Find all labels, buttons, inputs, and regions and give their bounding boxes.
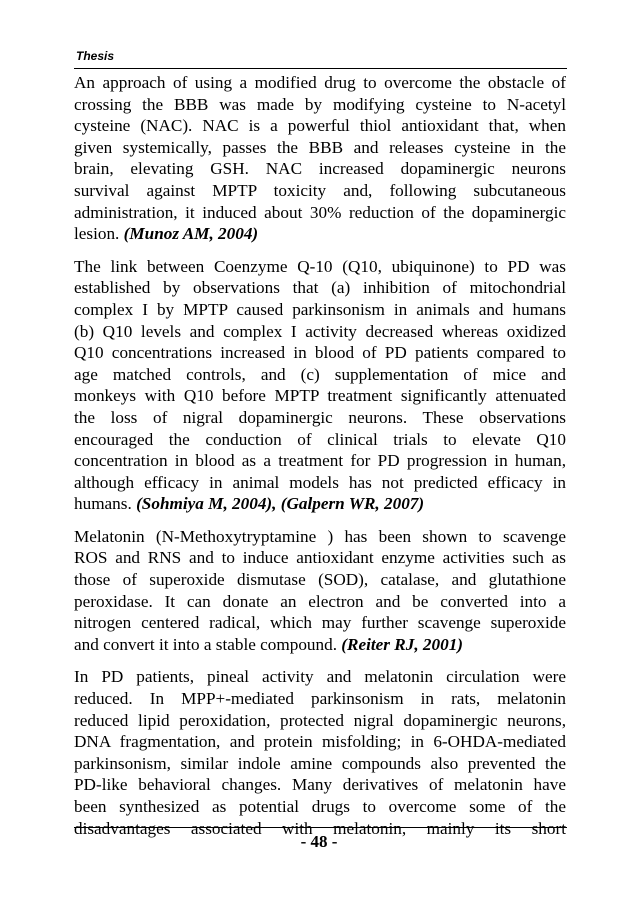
paragraph-coenzyme-q10 <box>74 256 566 515</box>
text-line <box>74 569 566 591</box>
text-line <box>74 688 566 710</box>
citation: (Munoz AM, 2004) <box>123 224 259 244</box>
line-text: those of superoxide dismutase (SOD), catalase, and glutathione <box>74 570 566 590</box>
text-line <box>74 180 566 202</box>
line-text: disadvantages associated with melatonin, mainly its short <box>74 818 566 838</box>
paragraph-melatonin <box>74 526 566 656</box>
line-text: The link between Coenzyme Q-10 (Q10, ubiquinone) to PD was <box>74 256 566 276</box>
line-text: peroxidase. It can donate an electron and be converted into a <box>74 591 566 611</box>
text-line <box>74 342 566 364</box>
line-text: An approach of using a modified drug to overcome the obstacle of <box>74 73 566 92</box>
line-text: administration, it induced about 30% reduction of the dopaminergic <box>74 202 566 222</box>
line-text: nitrogen centered radical, which may further scavenge superoxide <box>74 613 566 633</box>
text-line <box>74 796 566 818</box>
line-text: reduced. In MPP+-mediated parkinsonism in rats, melatonin <box>74 689 566 709</box>
line-text: lesion. <box>74 224 120 244</box>
text-line <box>74 731 566 753</box>
line-text: PD-like behavioral changes. Many derivatives of melatonin have <box>74 775 566 795</box>
page-number: - 48 - <box>300 832 338 851</box>
text-line <box>74 385 566 407</box>
text-line <box>74 137 566 159</box>
header-divider <box>74 68 567 69</box>
line-text: Melatonin (N-Methoxytryptamine ) has been shown to scavenge <box>74 526 566 546</box>
text-line <box>74 710 566 732</box>
line-text: brain, elevating GSH. NAC increased dopaminergic neurons <box>74 159 566 179</box>
text-line <box>74 493 566 515</box>
text-line <box>74 277 566 299</box>
text-line <box>74 202 566 224</box>
line-text: cysteine (NAC). NAC is a powerful thiol antioxidant that, when <box>74 116 566 136</box>
line-text: survival against MPTP toxicity and, following subcutaneous <box>74 180 566 200</box>
text-line <box>74 364 566 386</box>
line-text: established by observations that (a) inhibition of mitochondrial <box>74 278 566 298</box>
footer-divider <box>74 827 567 828</box>
body-text <box>74 72 566 850</box>
paragraph-pd-patients <box>74 666 566 839</box>
line-text: complex I by MPTP caused parkinsonism in animals and humans <box>74 299 566 319</box>
text-line <box>74 158 566 180</box>
text-line <box>74 774 566 796</box>
text-line <box>74 72 566 94</box>
citation: (Sohmiya M, 2004), (Galpern WR, 2007) <box>136 494 425 514</box>
line-text: (b) Q10 levels and complex I activity decreased whereas oxidized <box>74 321 566 341</box>
line-text: DNA fragmentation, and protein misfolding; in 6-OHDA-mediated <box>74 732 566 752</box>
line-text: crossing the BBB was made by modifying cysteine to N-acetyl <box>74 94 566 114</box>
line-text: In PD patients, pineal activity and melatonin circulation were <box>74 667 566 687</box>
text-line <box>74 256 566 278</box>
text-line <box>74 407 566 429</box>
line-text: and convert it into a stable compound. <box>74 634 337 654</box>
text-line <box>74 547 566 569</box>
line-text: reduced lipid peroxidation, protected nigral dopaminergic neurons, <box>74 710 566 730</box>
line-text: although efficacy in animal models has not predicted efficacy in <box>74 472 566 492</box>
line-text: age matched controls, and (c) supplementation of mice and <box>74 364 566 384</box>
text-line <box>74 94 566 116</box>
text-line <box>74 634 566 656</box>
text-line <box>74 472 566 494</box>
text-line <box>74 591 566 613</box>
text-line <box>74 115 566 137</box>
text-line <box>74 612 566 634</box>
line-text: been synthesized as potential drugs to overcome some of the <box>74 797 566 816</box>
line-text: the loss of nigral dopaminergic neurons. These observations <box>74 407 566 427</box>
text-line <box>74 753 566 775</box>
line-text: humans. <box>74 494 132 514</box>
text-line <box>74 429 566 451</box>
paragraph-nac <box>74 72 566 245</box>
text-line <box>74 666 566 688</box>
line-text: Q10 concentrations increased in blood of PD patients compared to <box>74 343 566 363</box>
text-line <box>74 450 566 472</box>
citation: (Reiter RJ, 2001) <box>341 634 464 654</box>
text-line <box>74 526 566 548</box>
line-text: given systemically, passes the BBB and releases cysteine in the <box>74 137 566 157</box>
line-text: parkinsonism, similar indole amine compounds also prevented the <box>74 753 566 773</box>
text-line <box>74 299 566 321</box>
text-line <box>74 223 566 245</box>
line-text: encouraged the conduction of clinical trials to elevate Q10 <box>74 429 566 449</box>
line-text: concentration in blood as a treatment for PD progression in human, <box>74 451 566 471</box>
line-text: monkeys with Q10 before MPTP treatment significantly attenuated <box>74 386 566 406</box>
line-text: ROS and RNS and to induce antioxidant enzyme activities such as <box>74 548 566 568</box>
text-line <box>74 321 566 343</box>
running-header: Thesis <box>76 49 115 63</box>
